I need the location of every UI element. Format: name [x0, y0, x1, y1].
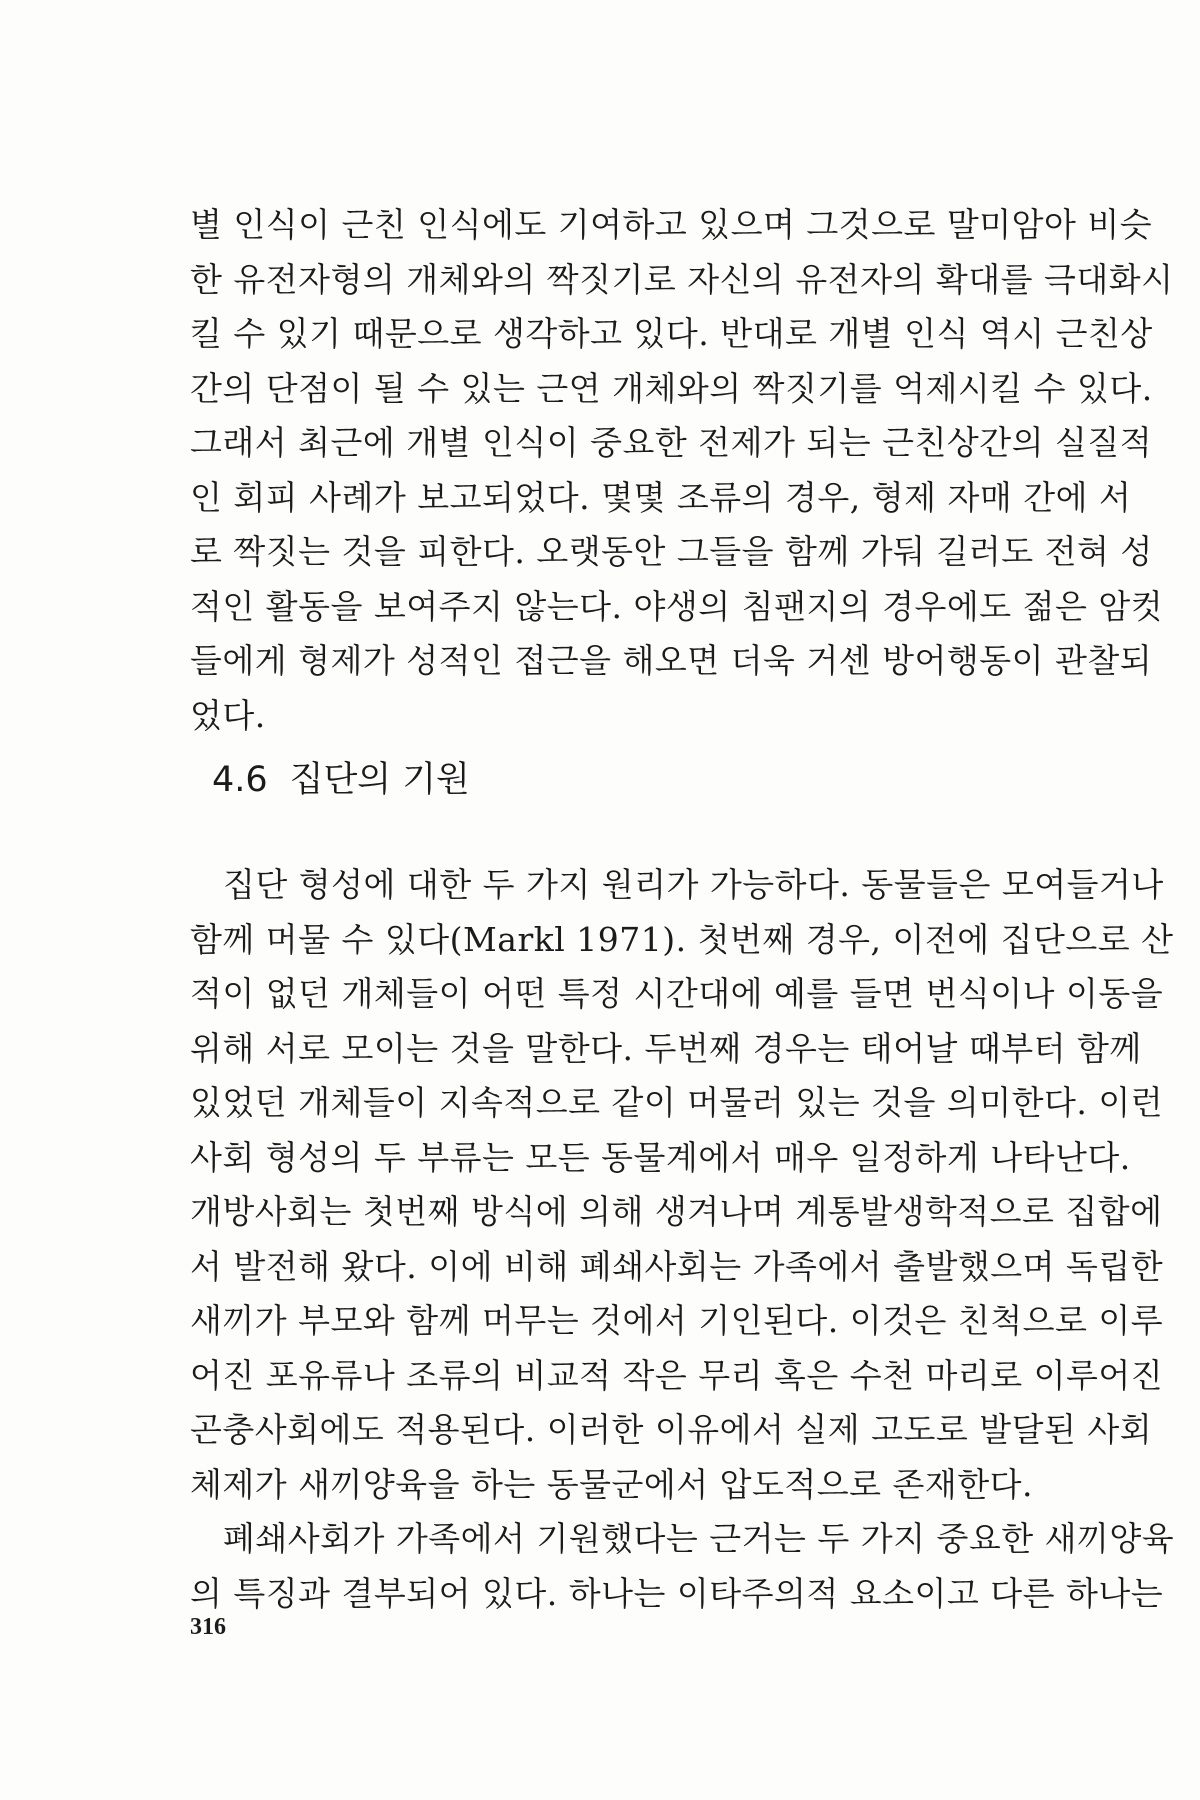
section-heading — [212, 755, 470, 805]
text-line: 한 유전자형의 개체와의 짝짓기로 자신의 유전자의 확대를 극대화시 — [190, 259, 1174, 299]
text-line: 들에게 형제가 성적인 접근을 해오면 더욱 거센 방어행동이 관찰되 — [190, 641, 1153, 680]
text-line: 함께 머물 수 있다(Markl 1971). 첫번째 경우, 이전에 집단으로 산 — [190, 919, 1174, 959]
paragraph — [190, 858, 1175, 1621]
text-line: 간의 단점이 될 수 있는 근연 개체와의 짝짓기를 억제시킬 수 있다. — [190, 368, 1153, 408]
text-line: 있었던 개체들이 지속적으로 같이 머물러 있는 것을 의미한다. 이런 — [190, 1083, 1164, 1122]
text-line: 위해 서로 모이는 것을 말한다. 두번째 경우는 태어날 때부터 함께 — [190, 1028, 1142, 1068]
text-line: 킬 수 있기 때문으로 생각하고 있다. 반대로 개별 인식 역시 근친상 — [190, 314, 1153, 353]
text-line: 곤충사회에도 적용된다. 이러한 이유에서 실제 고도로 발달된 사회 — [190, 1410, 1153, 1449]
text-line: 사회 형성의 두 부류는 모든 동물계에서 매우 일정하게 나타난다. — [190, 1137, 1131, 1177]
text-line: 적이 없던 개체들이 어떤 특정 시간대에 예를 들면 번식이나 이동을 — [190, 974, 1164, 1013]
text-line: 의 특징과 결부되어 있다. 하나는 이타주의적 요소이고 다른 하나는 — [190, 1573, 1164, 1613]
text-line: 었다. — [190, 695, 266, 735]
section-title: 집단의 기원 — [289, 760, 470, 800]
text-line: 로 짝짓는 것을 피한다. 오랫동안 그들을 함께 가둬 길러도 전혀 성 — [190, 532, 1153, 571]
text-line: 서 발전해 왔다. 이에 비해 폐쇄사회는 가족에서 출발했으며 독립한 — [190, 1246, 1164, 1286]
text-line: 그래서 최근에 개별 인식이 중요한 전제가 되는 근친상간의 실질적 — [190, 423, 1153, 462]
text-line: 적인 활동을 보여주지 않는다. 야생의 침팬지의 경우에도 젊은 암컷 — [190, 586, 1164, 626]
page-number: 316 — [190, 1614, 226, 1640]
text-line: 새끼가 부모와 함께 머무는 것에서 기인된다. 이것은 친척으로 이루 — [190, 1301, 1164, 1340]
text-line: 어진 포유류나 조류의 비교적 작은 무리 혹은 수천 마리로 이루어진 — [190, 1355, 1164, 1395]
text-line: 인 회피 사례가 보고되었다. 몇몇 조류의 경우, 형제 자매 간에 서 — [190, 477, 1132, 517]
text-line: 체제가 새끼양육을 하는 동물군에서 압도적으로 존재한다. — [190, 1464, 1034, 1504]
paragraph-continued — [190, 198, 1174, 743]
section-number: 4.6 — [212, 760, 268, 800]
text-line: 집단 형성에 대한 두 가지 원리가 가능하다. 동물들은 모여들거나 — [223, 865, 1164, 904]
text-line: 별 인식이 근친 인식에도 기여하고 있으며 그것으로 말미암아 비슷 — [190, 205, 1153, 244]
text-line: 개방사회는 첫번째 방식에 의해 생겨나며 계통발생학적으로 집합에 — [190, 1192, 1163, 1231]
text-line: 폐쇄사회가 가족에서 기원했다는 근거는 두 가지 중요한 새끼양육 — [223, 1519, 1175, 1558]
